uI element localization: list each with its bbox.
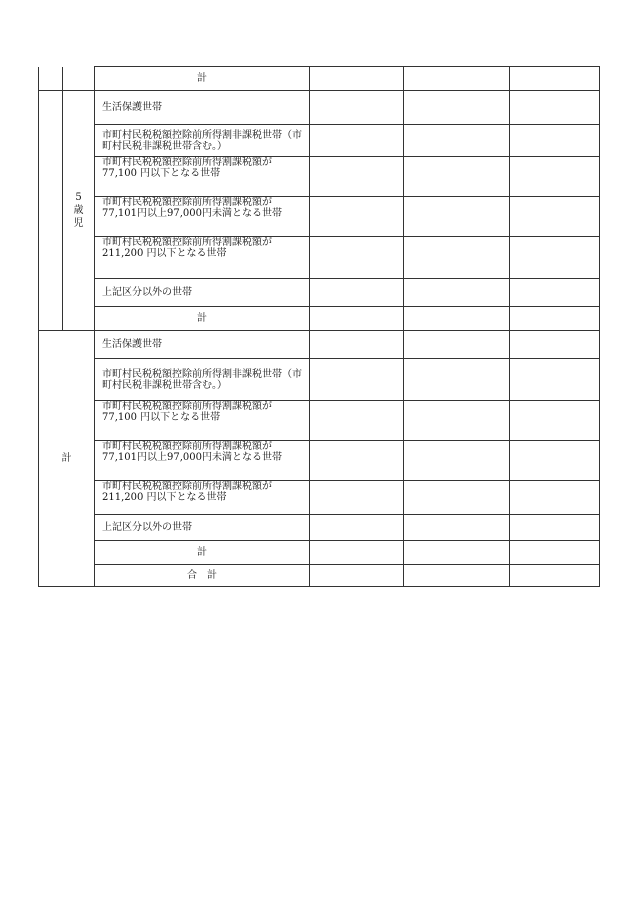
value-cell (310, 91, 404, 125)
row-label-tax-le-77100: 市町村民税税額控除前所得割課税額が 77,100 円以下となる世帯 (95, 157, 310, 197)
table-row (39, 157, 600, 197)
value-cell (310, 307, 404, 331)
value-cell (404, 359, 510, 401)
value-cell (310, 481, 404, 515)
value-cell (404, 515, 510, 541)
value-cell (510, 307, 600, 331)
value-cell (404, 237, 510, 279)
value-cell (510, 91, 600, 125)
outer-group-cell (39, 91, 63, 331)
table-row (39, 359, 600, 401)
table-row (39, 279, 600, 307)
value-cell (510, 565, 600, 587)
value-cell (510, 401, 600, 441)
value-cell (404, 125, 510, 157)
table-row (39, 515, 600, 541)
value-cell (310, 67, 404, 91)
value-cell (310, 359, 404, 401)
value-cell (510, 197, 600, 237)
row-label-nontax: 市町村民税税額控除前所得割非課税世帯（市町村民税非課税世帯含む。） (95, 359, 310, 401)
value-cell (404, 157, 510, 197)
row-label-livelihood: 生活保護世帯 (95, 331, 310, 359)
value-cell (510, 331, 600, 359)
value-cell (510, 441, 600, 481)
table-row (39, 541, 600, 565)
value-cell (310, 565, 404, 587)
value-cell (310, 331, 404, 359)
value-cell (510, 125, 600, 157)
value-cell (404, 331, 510, 359)
table-row (39, 481, 600, 515)
table-row (39, 441, 600, 481)
row-label-other: 上記区分以外の世帯 (95, 279, 310, 307)
subtotal-label: 計 (95, 541, 310, 565)
value-cell (310, 125, 404, 157)
subtotal-label: 計 (95, 67, 310, 91)
group-age5: 5 歳 児 (63, 91, 95, 331)
value-cell (404, 541, 510, 565)
value-cell (310, 157, 404, 197)
value-cell (510, 67, 600, 91)
value-cell (510, 237, 600, 279)
row-label-tax-77101-97000: 市町村民税税額控除前所得割課税額が77,101円以上97,000円未満となる世帯 (95, 197, 310, 237)
row-label-tax-le-77100: 市町村民税税額控除前所得割課税額が 77,100 円以下となる世帯 (95, 401, 310, 441)
table-row (39, 91, 600, 125)
row-label-tax-le-211200: 市町村民税税額控除前所得割課税額が 211,200 円以下となる世帯 (95, 481, 310, 515)
value-cell (510, 515, 600, 541)
subtotal-label: 計 (95, 307, 310, 331)
value-cell (404, 401, 510, 441)
value-cell (404, 481, 510, 515)
value-cell (404, 67, 510, 91)
row-label-nontax: 市町村民税税額控除前所得割非課税世帯（市町村民税非課税世帯含む。） (95, 125, 310, 157)
value-cell (310, 515, 404, 541)
value-cell (510, 359, 600, 401)
value-cell (404, 91, 510, 125)
value-cell (310, 237, 404, 279)
value-cell (310, 541, 404, 565)
table-row (39, 67, 600, 91)
value-cell (510, 481, 600, 515)
value-cell (404, 197, 510, 237)
value-cell (310, 197, 404, 237)
value-cell (310, 279, 404, 307)
table-row (39, 565, 600, 587)
value-cell (404, 279, 510, 307)
outer-group-cell (39, 67, 63, 91)
row-label-tax-77101-97000: 市町村民税税額控除前所得割課税額が77,101円以上97,000円未満となる世帯 (95, 441, 310, 481)
value-cell (510, 157, 600, 197)
value-cell (510, 279, 600, 307)
value-cell (310, 441, 404, 481)
grand-total-label: 合 計 (95, 565, 310, 587)
value-cell (404, 441, 510, 481)
group-total: 計 (39, 331, 95, 587)
row-label-tax-le-211200: 市町村民税税額控除前所得割課税額が 211,200 円以下となる世帯 (95, 237, 310, 279)
row-label-other: 上記区分以外の世帯 (95, 515, 310, 541)
table-row (39, 307, 600, 331)
row-label-livelihood: 生活保護世帯 (95, 91, 310, 125)
table-row (39, 331, 600, 359)
value-cell (404, 307, 510, 331)
table-row (39, 125, 600, 157)
table-row (39, 401, 600, 441)
table-row (39, 237, 600, 279)
table-row (39, 197, 600, 237)
value-cell (404, 565, 510, 587)
value-cell (310, 401, 404, 441)
inner-group-cell (63, 67, 95, 91)
fee-category-table (38, 66, 600, 587)
value-cell (510, 541, 600, 565)
